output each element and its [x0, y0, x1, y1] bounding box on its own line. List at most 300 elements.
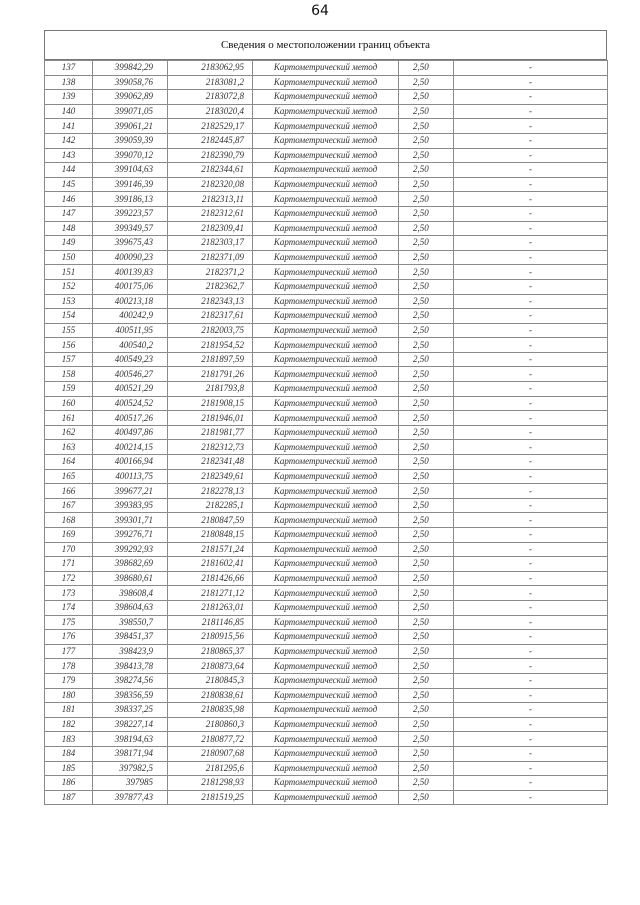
x-coordinate-cell: 398680,61 [93, 571, 168, 586]
note-cell: - [454, 644, 608, 659]
method-cell: Картометрический метод [253, 309, 399, 324]
accuracy-cell: 2,50 [399, 411, 454, 426]
accuracy-cell: 2,50 [399, 75, 454, 90]
table-row [45, 644, 608, 659]
point-number-cell: 145 [45, 177, 93, 192]
method-cell: Картометрический метод [253, 323, 399, 338]
x-coordinate-cell: 400497,86 [93, 425, 168, 440]
accuracy-cell: 2,50 [399, 323, 454, 338]
note-cell: - [454, 250, 608, 265]
point-number-cell: 138 [45, 75, 93, 90]
x-coordinate-cell: 397877,43 [93, 790, 168, 805]
note-cell: - [454, 776, 608, 791]
y-coordinate-cell: 2181954,52 [168, 338, 253, 353]
method-cell: Картометрический метод [253, 367, 399, 382]
table-row [45, 352, 608, 367]
note-cell: - [454, 104, 608, 119]
table-row [45, 571, 608, 586]
method-cell: Картометрический метод [253, 630, 399, 645]
table-row [45, 250, 608, 265]
method-cell: Картометрический метод [253, 104, 399, 119]
table-row [45, 484, 608, 499]
note-cell: - [454, 236, 608, 251]
note-cell: - [454, 192, 608, 207]
table-row [45, 309, 608, 324]
point-number-cell: 155 [45, 323, 93, 338]
y-coordinate-cell: 2182362,7 [168, 279, 253, 294]
note-cell: - [454, 294, 608, 309]
note-cell: - [454, 221, 608, 236]
accuracy-cell: 2,50 [399, 484, 454, 499]
accuracy-cell: 2,50 [399, 440, 454, 455]
y-coordinate-cell: 2180873,64 [168, 659, 253, 674]
accuracy-cell: 2,50 [399, 542, 454, 557]
method-cell: Картометрический метод [253, 644, 399, 659]
table-row [45, 192, 608, 207]
method-cell: Картометрический метод [253, 221, 399, 236]
table-row [45, 542, 608, 557]
method-cell: Картометрический метод [253, 279, 399, 294]
point-number-cell: 169 [45, 528, 93, 543]
note-cell: - [454, 206, 608, 221]
x-coordinate-cell: 398356,59 [93, 688, 168, 703]
note-cell: - [454, 265, 608, 280]
point-number-cell: 139 [45, 90, 93, 105]
accuracy-cell: 2,50 [399, 265, 454, 280]
table-row [45, 732, 608, 747]
y-coordinate-cell: 2180835,98 [168, 703, 253, 718]
note-cell: - [454, 177, 608, 192]
point-number-cell: 149 [45, 236, 93, 251]
note-cell: - [454, 323, 608, 338]
y-coordinate-cell: 2181426,66 [168, 571, 253, 586]
x-coordinate-cell: 399059,39 [93, 133, 168, 148]
y-coordinate-cell: 2180865,37 [168, 644, 253, 659]
table-row [45, 367, 608, 382]
x-coordinate-cell: 399058,76 [93, 75, 168, 90]
point-number-cell: 170 [45, 542, 93, 557]
x-coordinate-cell: 399677,21 [93, 484, 168, 499]
x-coordinate-cell: 399186,13 [93, 192, 168, 207]
x-coordinate-cell: 400524,52 [93, 396, 168, 411]
table-row [45, 498, 608, 513]
method-cell: Картометрический метод [253, 557, 399, 572]
note-cell: - [454, 90, 608, 105]
table-row [45, 323, 608, 338]
table-row [45, 790, 608, 805]
method-cell: Картометрический метод [253, 571, 399, 586]
method-cell: Картометрический метод [253, 382, 399, 397]
accuracy-cell: 2,50 [399, 659, 454, 674]
y-coordinate-cell: 2182317,61 [168, 309, 253, 324]
accuracy-cell: 2,50 [399, 615, 454, 630]
y-coordinate-cell: 2180848,15 [168, 528, 253, 543]
accuracy-cell: 2,50 [399, 250, 454, 265]
note-cell: - [454, 732, 608, 747]
note-cell: - [454, 309, 608, 324]
method-cell: Картометрический метод [253, 236, 399, 251]
accuracy-cell: 2,50 [399, 294, 454, 309]
accuracy-cell: 2,50 [399, 61, 454, 76]
point-number-cell: 156 [45, 338, 93, 353]
method-cell: Картометрический метод [253, 265, 399, 280]
table-row [45, 557, 608, 572]
point-number-cell: 146 [45, 192, 93, 207]
note-cell: - [454, 542, 608, 557]
accuracy-cell: 2,50 [399, 630, 454, 645]
point-number-cell: 144 [45, 163, 93, 178]
note-cell: - [454, 688, 608, 703]
method-cell: Картометрический метод [253, 425, 399, 440]
note-cell: - [454, 717, 608, 732]
x-coordinate-cell: 398423,9 [93, 644, 168, 659]
note-cell: - [454, 133, 608, 148]
accuracy-cell: 2,50 [399, 644, 454, 659]
method-cell: Картометрический метод [253, 732, 399, 747]
note-cell: - [454, 761, 608, 776]
accuracy-cell: 2,50 [399, 776, 454, 791]
y-coordinate-cell: 2182344,61 [168, 163, 253, 178]
table-row [45, 717, 608, 732]
table-row [45, 104, 608, 119]
x-coordinate-cell: 400546,27 [93, 367, 168, 382]
accuracy-cell: 2,50 [399, 557, 454, 572]
note-cell: - [454, 469, 608, 484]
table-row [45, 703, 608, 718]
y-coordinate-cell: 2180877,72 [168, 732, 253, 747]
x-coordinate-cell: 400113,75 [93, 469, 168, 484]
x-coordinate-cell: 400511,95 [93, 323, 168, 338]
point-number-cell: 141 [45, 119, 93, 134]
x-coordinate-cell: 400521,29 [93, 382, 168, 397]
y-coordinate-cell: 2181897,59 [168, 352, 253, 367]
point-number-cell: 187 [45, 790, 93, 805]
note-cell: - [454, 673, 608, 688]
table-row [45, 425, 608, 440]
method-cell: Картометрический метод [253, 659, 399, 674]
table-row [45, 455, 608, 470]
method-cell: Картометрический метод [253, 294, 399, 309]
note-cell: - [454, 61, 608, 76]
table-row [45, 600, 608, 615]
table-row [45, 382, 608, 397]
accuracy-cell: 2,50 [399, 206, 454, 221]
accuracy-cell: 2,50 [399, 717, 454, 732]
accuracy-cell: 2,50 [399, 586, 454, 601]
point-number-cell: 137 [45, 61, 93, 76]
point-number-cell: 182 [45, 717, 93, 732]
x-coordinate-cell: 399061,21 [93, 119, 168, 134]
point-number-cell: 161 [45, 411, 93, 426]
accuracy-cell: 2,50 [399, 455, 454, 470]
point-number-cell: 148 [45, 221, 93, 236]
y-coordinate-cell: 2181602,41 [168, 557, 253, 572]
x-coordinate-cell: 400517,26 [93, 411, 168, 426]
method-cell: Картометрический метод [253, 528, 399, 543]
table-row [45, 265, 608, 280]
accuracy-cell: 2,50 [399, 192, 454, 207]
method-cell: Картометрический метод [253, 396, 399, 411]
accuracy-cell: 2,50 [399, 279, 454, 294]
y-coordinate-cell: 2183072,8 [168, 90, 253, 105]
method-cell: Картометрический метод [253, 717, 399, 732]
note-cell: - [454, 411, 608, 426]
y-coordinate-cell: 2182003,75 [168, 323, 253, 338]
y-coordinate-cell: 2182390,79 [168, 148, 253, 163]
accuracy-cell: 2,50 [399, 732, 454, 747]
note-cell: - [454, 528, 608, 543]
y-coordinate-cell: 2182303,17 [168, 236, 253, 251]
y-coordinate-cell: 2182529,17 [168, 119, 253, 134]
method-cell: Картометрический метод [253, 469, 399, 484]
table-row [45, 440, 608, 455]
table-row [45, 469, 608, 484]
x-coordinate-cell: 400090,23 [93, 250, 168, 265]
point-number-cell: 160 [45, 396, 93, 411]
table-row [45, 119, 608, 134]
x-coordinate-cell: 397985 [93, 776, 168, 791]
point-number-cell: 151 [45, 265, 93, 280]
method-cell: Картометрический метод [253, 192, 399, 207]
table-row [45, 615, 608, 630]
note-cell: - [454, 630, 608, 645]
point-number-cell: 178 [45, 659, 93, 674]
y-coordinate-cell: 2183062,95 [168, 61, 253, 76]
page-number: 64 [311, 3, 329, 19]
note-cell: - [454, 615, 608, 630]
table-row [45, 630, 608, 645]
boundary-table [44, 30, 607, 805]
x-coordinate-cell: 399062,89 [93, 90, 168, 105]
table-row [45, 528, 608, 543]
table-row [45, 586, 608, 601]
y-coordinate-cell: 2182312,61 [168, 206, 253, 221]
y-coordinate-cell: 2181298,93 [168, 776, 253, 791]
note-cell: - [454, 440, 608, 455]
accuracy-cell: 2,50 [399, 104, 454, 119]
y-coordinate-cell: 2182312,73 [168, 440, 253, 455]
x-coordinate-cell: 400214,15 [93, 440, 168, 455]
note-cell: - [454, 659, 608, 674]
method-cell: Картометрический метод [253, 790, 399, 805]
y-coordinate-cell: 2180845,3 [168, 673, 253, 688]
note-cell: - [454, 746, 608, 761]
point-number-cell: 179 [45, 673, 93, 688]
table-row [45, 338, 608, 353]
note-cell: - [454, 75, 608, 90]
point-number-cell: 159 [45, 382, 93, 397]
x-coordinate-cell: 399301,71 [93, 513, 168, 528]
x-coordinate-cell: 398194,63 [93, 732, 168, 747]
point-number-cell: 183 [45, 732, 93, 747]
y-coordinate-cell: 2182371,09 [168, 250, 253, 265]
note-cell: - [454, 600, 608, 615]
point-number-cell: 143 [45, 148, 93, 163]
x-coordinate-cell: 398451,37 [93, 630, 168, 645]
accuracy-cell: 2,50 [399, 352, 454, 367]
note-cell: - [454, 703, 608, 718]
method-cell: Картометрический метод [253, 163, 399, 178]
method-cell: Картометрический метод [253, 484, 399, 499]
note-cell: - [454, 279, 608, 294]
table-row [45, 746, 608, 761]
y-coordinate-cell: 2183081,2 [168, 75, 253, 90]
x-coordinate-cell: 397982,5 [93, 761, 168, 776]
x-coordinate-cell: 400549,23 [93, 352, 168, 367]
y-coordinate-cell: 2182309,41 [168, 221, 253, 236]
x-coordinate-cell: 399071,05 [93, 104, 168, 119]
x-coordinate-cell: 399070,12 [93, 148, 168, 163]
table-title: Сведения о местоположении границ объекта [44, 30, 607, 60]
table-body [45, 61, 608, 805]
point-number-cell: 168 [45, 513, 93, 528]
point-number-cell: 157 [45, 352, 93, 367]
accuracy-cell: 2,50 [399, 498, 454, 513]
x-coordinate-cell: 398608,4 [93, 586, 168, 601]
y-coordinate-cell: 2183020,4 [168, 104, 253, 119]
note-cell: - [454, 557, 608, 572]
y-coordinate-cell: 2182320,08 [168, 177, 253, 192]
point-number-cell: 181 [45, 703, 93, 718]
x-coordinate-cell: 399146,39 [93, 177, 168, 192]
y-coordinate-cell: 2181791,26 [168, 367, 253, 382]
point-number-cell: 167 [45, 498, 93, 513]
method-cell: Картометрический метод [253, 513, 399, 528]
coordinates-table [44, 60, 608, 805]
method-cell: Картометрический метод [253, 673, 399, 688]
table-row [45, 396, 608, 411]
point-number-cell: 154 [45, 309, 93, 324]
accuracy-cell: 2,50 [399, 425, 454, 440]
method-cell: Картометрический метод [253, 542, 399, 557]
method-cell: Картометрический метод [253, 776, 399, 791]
accuracy-cell: 2,50 [399, 90, 454, 105]
point-number-cell: 172 [45, 571, 93, 586]
method-cell: Картометрический метод [253, 440, 399, 455]
accuracy-cell: 2,50 [399, 382, 454, 397]
point-number-cell: 158 [45, 367, 93, 382]
table-row [45, 148, 608, 163]
point-number-cell: 162 [45, 425, 93, 440]
x-coordinate-cell: 399104,63 [93, 163, 168, 178]
point-number-cell: 165 [45, 469, 93, 484]
point-number-cell: 184 [45, 746, 93, 761]
accuracy-cell: 2,50 [399, 338, 454, 353]
point-number-cell: 186 [45, 776, 93, 791]
table-row [45, 279, 608, 294]
table-row [45, 761, 608, 776]
method-cell: Картометрический метод [253, 600, 399, 615]
point-number-cell: 150 [45, 250, 93, 265]
point-number-cell: 163 [45, 440, 93, 455]
point-number-cell: 180 [45, 688, 93, 703]
accuracy-cell: 2,50 [399, 119, 454, 134]
method-cell: Картометрический метод [253, 352, 399, 367]
y-coordinate-cell: 2182445,87 [168, 133, 253, 148]
accuracy-cell: 2,50 [399, 761, 454, 776]
method-cell: Картометрический метод [253, 615, 399, 630]
table-row [45, 294, 608, 309]
accuracy-cell: 2,50 [399, 790, 454, 805]
x-coordinate-cell: 399349,57 [93, 221, 168, 236]
method-cell: Картометрический метод [253, 498, 399, 513]
accuracy-cell: 2,50 [399, 148, 454, 163]
note-cell: - [454, 338, 608, 353]
method-cell: Картометрический метод [253, 119, 399, 134]
note-cell: - [454, 425, 608, 440]
table-row [45, 776, 608, 791]
accuracy-cell: 2,50 [399, 367, 454, 382]
x-coordinate-cell: 400540,2 [93, 338, 168, 353]
note-cell: - [454, 484, 608, 499]
y-coordinate-cell: 2181263,01 [168, 600, 253, 615]
accuracy-cell: 2,50 [399, 688, 454, 703]
y-coordinate-cell: 2182313,11 [168, 192, 253, 207]
table-row [45, 75, 608, 90]
y-coordinate-cell: 2181908,15 [168, 396, 253, 411]
table-row [45, 236, 608, 251]
method-cell: Картометрический метод [253, 148, 399, 163]
table-row [45, 206, 608, 221]
table-row [45, 177, 608, 192]
point-number-cell: 166 [45, 484, 93, 499]
x-coordinate-cell: 399842,29 [93, 61, 168, 76]
table-row [45, 90, 608, 105]
x-coordinate-cell: 398171,94 [93, 746, 168, 761]
method-cell: Картометрический метод [253, 206, 399, 221]
x-coordinate-cell: 400213,18 [93, 294, 168, 309]
point-number-cell: 153 [45, 294, 93, 309]
x-coordinate-cell: 398413,78 [93, 659, 168, 674]
note-cell: - [454, 163, 608, 178]
note-cell: - [454, 455, 608, 470]
point-number-cell: 142 [45, 133, 93, 148]
accuracy-cell: 2,50 [399, 513, 454, 528]
accuracy-cell: 2,50 [399, 309, 454, 324]
point-number-cell: 174 [45, 600, 93, 615]
point-number-cell: 147 [45, 206, 93, 221]
y-coordinate-cell: 2182278,13 [168, 484, 253, 499]
accuracy-cell: 2,50 [399, 600, 454, 615]
accuracy-cell: 2,50 [399, 571, 454, 586]
x-coordinate-cell: 398550,7 [93, 615, 168, 630]
note-cell: - [454, 352, 608, 367]
table-row [45, 221, 608, 236]
method-cell: Картометрический метод [253, 411, 399, 426]
table-row [45, 133, 608, 148]
method-cell: Картометрический метод [253, 133, 399, 148]
x-coordinate-cell: 399223,57 [93, 206, 168, 221]
x-coordinate-cell: 400175,06 [93, 279, 168, 294]
accuracy-cell: 2,50 [399, 396, 454, 411]
method-cell: Картометрический метод [253, 703, 399, 718]
y-coordinate-cell: 2181793,8 [168, 382, 253, 397]
note-cell: - [454, 571, 608, 586]
accuracy-cell: 2,50 [399, 703, 454, 718]
y-coordinate-cell: 2180838,61 [168, 688, 253, 703]
y-coordinate-cell: 2181146,85 [168, 615, 253, 630]
x-coordinate-cell: 399292,93 [93, 542, 168, 557]
y-coordinate-cell: 2181571,24 [168, 542, 253, 557]
method-cell: Картометрический метод [253, 90, 399, 105]
point-number-cell: 164 [45, 455, 93, 470]
accuracy-cell: 2,50 [399, 528, 454, 543]
accuracy-cell: 2,50 [399, 133, 454, 148]
x-coordinate-cell: 398604,63 [93, 600, 168, 615]
y-coordinate-cell: 2181295,6 [168, 761, 253, 776]
x-coordinate-cell: 398274,56 [93, 673, 168, 688]
method-cell: Картометрический метод [253, 61, 399, 76]
